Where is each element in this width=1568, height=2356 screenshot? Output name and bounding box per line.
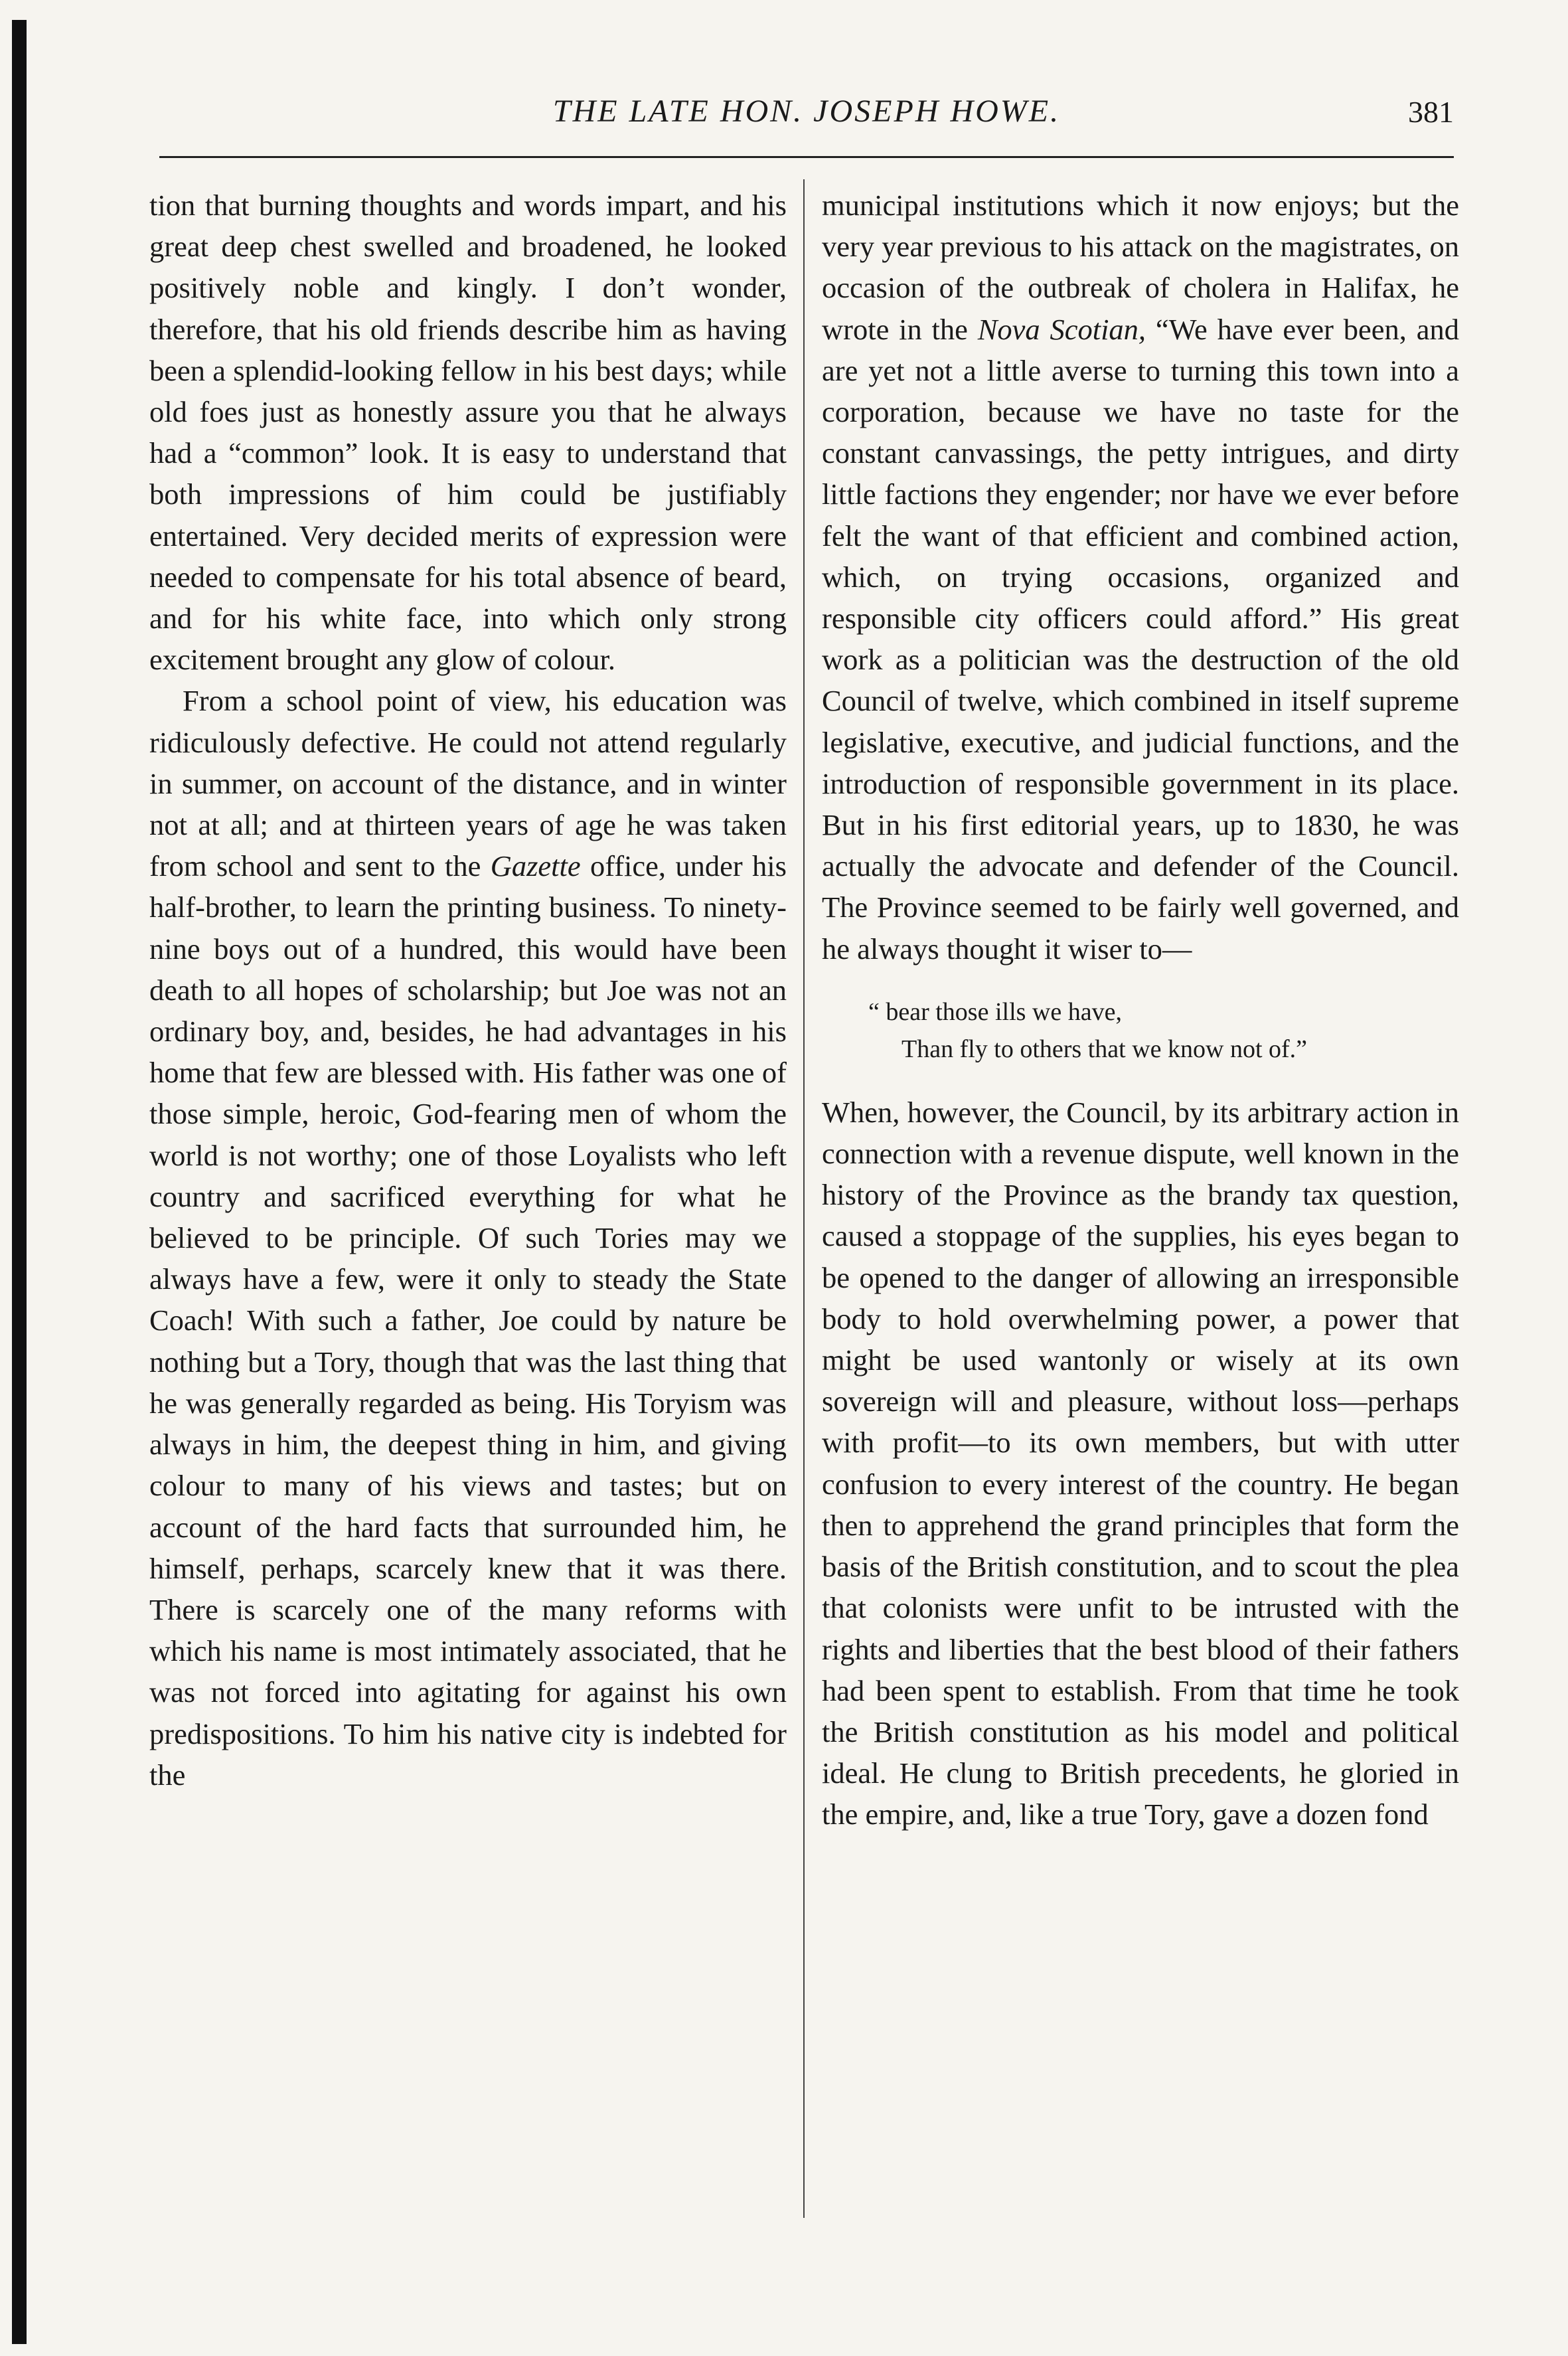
paragraph: tion that burning thoughts and words impart, and his great deep chest swelled and broadened, he looked positively noble and kingly. I don’t wonder, therefore, that his old friends describe him as having been a splendid-looking fellow in his best days; while old foes just as honestly assure you that he always had a “common” look. It is easy to understand that both impressions of him could be justifiably entertained. Very decided merits of expression were needed to compensate for his total absence of beard, and for his white face, into which only strong excitement brought any glow of colour. (149, 189, 787, 677)
quote-line: “ bear those ills we have, (868, 997, 1122, 1026)
left-column (149, 185, 787, 1796)
right-column (822, 185, 1459, 1835)
text-run: municipal institutions which it now enjoys; but the very year previous to his attack on the magistrates, on occasion of the outbreak of cholera in Halifax, he wrote in the (822, 189, 1459, 346)
page-binding-edge (12, 20, 27, 2344)
block-quote (868, 993, 1459, 1068)
column-divider (803, 179, 805, 2218)
paragraph (149, 680, 787, 1795)
paragraph: When, however, the Council, by its arbitrary action in connection with a revenue dispute, well known in the history of the Province as the brandy tax question, caused a stoppage of the supplies, his eyes began to be opened to the danger of allowing an irresponsible body to hold overwhelming power, a power that might be used wantonly or wisely at its own sovereign will and pleasure, without loss—perhaps with profit—to its own members, but with utter confusion to every interest of the country. He began then to apprehend the grand principles that form the basis of the British constitution, and to scout the plea that colonists were unfit to be intrusted with the rights and liberties that the best blood of their fathers had been spent to establish. From that time he took the British constitution as his model and political ideal. He clung to British precedents, he gloried in the empire, and, like a true Tory, gave a dozen fond (822, 1095, 1459, 1831)
page-header (159, 93, 1454, 158)
newspaper-title: Nova Scotian, (977, 312, 1146, 346)
text-run: “We have ever been, and are yet not a little averse to turning this town into a corporation, because we have no taste for the constant canvassings, the petty intrigues, and dirty little factions they engender; nor have we ever before felt the want of that efficient and combined action, which, on trying occasions, organized and responsible city officers could afford.” His great work as a politician was the destruction of the old Council of twelve, which combined in itself supreme legislative, executive, and judicial functions, and the introduction of responsible government in its place. But in his first editorial years, up to 1830, he was actually the advocate and defender of the Council. The Province seemed to be fairly well governed, and he always thought it wiser to— (822, 312, 1459, 966)
quote-line: Than fly to others that we know not of.” (902, 1035, 1308, 1063)
paragraph (822, 185, 1459, 969)
running-title: THE LATE HON. JOSEPH HOWE. (552, 94, 1061, 129)
text-run: From a school point of view, his education was ridiculously defective. He could not attend regularly in summer, on account of the distance, and in winter not at all; and at thirteen years of age he was taken from school and sent to the (149, 684, 787, 883)
page-number: 381 (1408, 95, 1454, 129)
newspaper-title: Gazette (490, 849, 581, 883)
text-run: office, under his half-brother, to learn the printing business. To ninety-nine boys out of a hundred, this would have been death to all hopes of scholarship; but Joe was not an ordinary boy, and, besides, he had advantages in his home that few are blessed with. His father was one of those simple, heroic, God-fearing men of whom the world is not worthy; one of those Loyalists who left country and sacrificed everything for what he believed to be principle. Of such Tories may we always have a few, were it only to steady the State Coach! With such a father, Joe could by nature be nothing but a Tory, though that was the last thing that he was generally regarded as being. His Toryism was always in him, the deepest thing in him, and giving colour to many of his views and tastes; but on account of the hard facts that surrounded him, he himself, perhaps, scarcely knew that it was there. There is scarcely one of the many reforms with which his name is most intimately associated, that he was not forced into agitating for against his own predispositions. To him his native city is indebted for the (149, 849, 787, 1792)
